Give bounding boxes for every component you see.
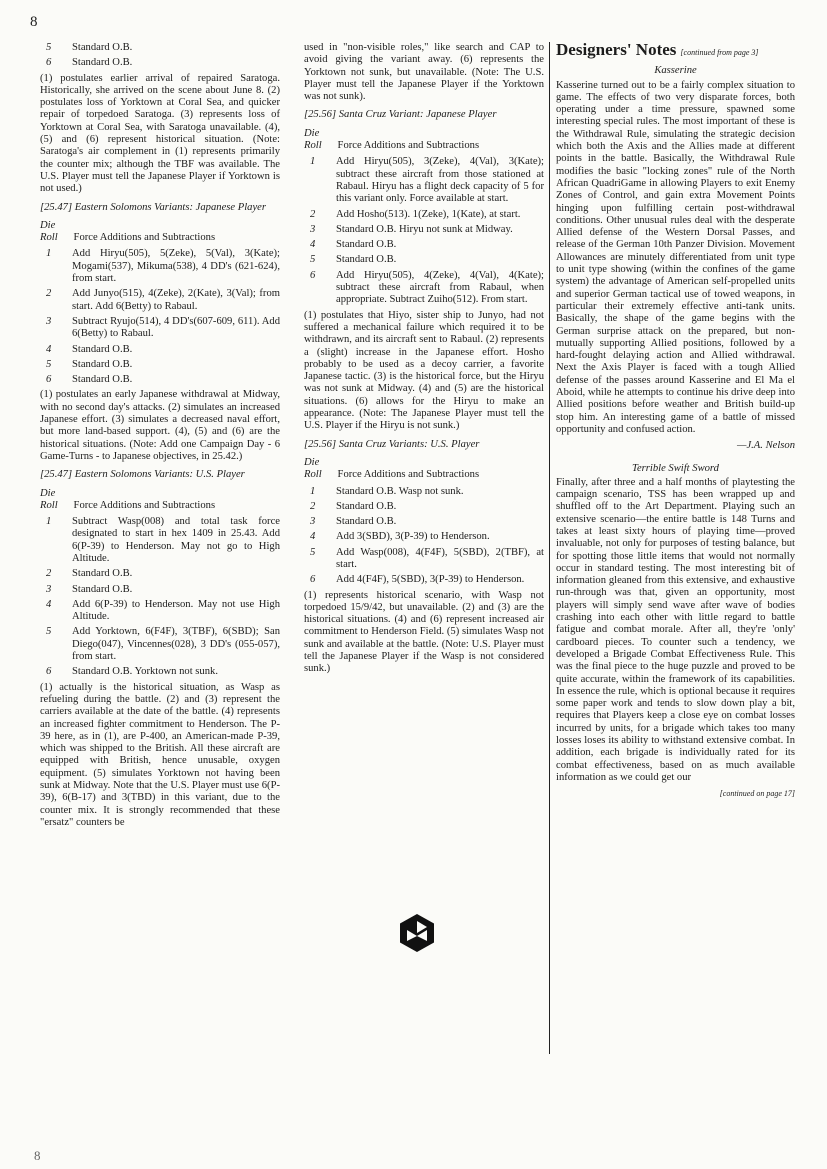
variant-table-header: Die Roll Force Additions and Subtractions <box>304 456 480 481</box>
publisher-logo-icon <box>396 912 438 954</box>
table-row: 6 Standard O.B. <box>46 374 133 386</box>
table-row: 3 Standard O.B. Hiryu not sunk at Midway. <box>310 223 513 235</box>
paragraph: used in "non-visible roles," like search and CAP to avoid giving the variant away. (6) represents the Yorktown not sunk, but unavailable. (Note: The U.S. Player must tell the Japanese Player if the Yorktown was not sunk). <box>304 42 544 103</box>
table-row: 5 Standard O.B. <box>310 254 397 266</box>
top-rows <box>40 42 280 70</box>
variant-table-header: Die Roll Force Additions and Subtractions <box>40 219 216 244</box>
table-row: 4 Standard O.B. <box>310 239 397 251</box>
table-row: 3 Standard O.B. <box>310 516 397 528</box>
page-number: 8 <box>30 14 38 30</box>
table-row: 6 Standard O.B. <box>46 57 133 69</box>
designers-notes-title: Designers' Notes [continued from page 3] <box>556 40 759 59</box>
table-row: 2 Add Junyo(515), 4(Zeke), 2(Kate), 3(Val); from start. Add 6(Betty) to Rabaul. <box>46 288 280 312</box>
table-row: 4 Add 3(SBD), 3(P-39) to Henderson. <box>310 531 490 543</box>
table-row: 5 Standard O.B. <box>46 358 133 370</box>
table-row: 6 Add 4(F4F), 5(SBD), 3(P-39) to Henderson. <box>310 574 525 586</box>
column-1 <box>40 42 280 833</box>
paragraph: (1) represents historical scenario, with Wasp not torpedoed 15/9/42, but unavailable. (2) and (3) are the historical situations. (4) and (6) represent increased air commitment to Henderson Field. (5) simulates Wasp not sunk and available at the battle. (Note: U.S. Player must tell the Japanese Player if the Wasp is not considered sunk.) <box>304 589 544 675</box>
column-divider <box>549 42 550 1054</box>
section-heading: [25.47] Eastern Solomons Variants: U.S. Player <box>40 469 245 481</box>
table-row: 1 Add Hiryu(505), 3(Zeke), 4(Val), 3(Kate); subtract these aircraft from those stationed at Rabaul. Hiryu has a flight deck capacity of 5 for this variant only. Force available at start. <box>310 156 544 205</box>
table-row: 1 Add Hiryu(505), 5(Zeke), 5(Val), 3(Kate); Mogami(537), Mikuma(538), 4 DD's (621-624), from start. <box>46 248 280 285</box>
variant-table-header: Die Roll Force Additions and Subtractions <box>304 127 480 152</box>
paragraph: Finally, after three and a half months of playtesting the campaign scenario, TSS has been wrapped up and shuffled off to the Art Department. Playing such an extensive scenario—the entire battle is 148 Turns and takes at least sixty hours of playing time—proved invaluable, not only for purposes of testing balance, but for spotting those little items that would not normally occur in standard testing. The most interesting bit of information gleaned from this extensive, and exhaustive run-through was that, given an opportunity, most players will simply send wave after wave of bodies crashing into each other with little regard to battle fatigue and combat morale. After all, they're 'only' cardboard pieces. To counter such a tendency, we developed a Brigade Combat Effectiveness Rule. This was the final piece to the huge puzzle and proved to be quite accurate, within the framework of its capabilities. In essence the rule, which is optional because it requires some paper work and tends to slow down play a bit, requires that Players keep a close eye on combat losses incurred by units, for a brigade which takes too many losses loses its ability to withstand extensive combat. In addition, each brigade is individually rated for its combat effectiveness, based on as much available information as we could get our <box>556 476 795 783</box>
table-row: 2 Standard O.B. <box>310 500 397 512</box>
section-heading: [25.56] Santa Cruz Variant: Japanese Player <box>304 109 497 121</box>
section-heading: [25.47] Eastern Solomons Variants: Japanese Player <box>40 201 266 213</box>
column-2 <box>304 42 544 680</box>
table-row: 5 Standard O.B. <box>46 42 133 53</box>
table-row: 3 Standard O.B. <box>46 583 133 595</box>
paragraph: Kasserine turned out to be a fairly complex situation to game. The effects of two very disparate forces, both operating under a time pressure, spawned some interesting special rules. The most important of these is the Withdrawal Rule, simulating the strategic decision which both the Axis and the Allies made at different points in the battle. Basically, the Withdrawal Rule modifies the basic "locking zones" rule of the North African QuadriGame in allowing Players to exit Enemy Zones of Control, and gain extra Movement Points hinging upon fulfilling certain post-withdrawal conditions. Other unusual rules deal with the desperate Allied defense of the Western Dorsal Passes, and release of the German 10th Panzer Division. Movement Allowances are minutely differentiated from unit type to unit type showing (within the confines of the game system) the advantage of American self-propelled units and superior German tactical use of towed weapons, in particular their extremely effective anti-tank units. Basically, the shape of the game begins with the German surprise attack on the prepared, but non-mutually supporting Allied positions, followed by a hard-fought delaying action and Allied withdrawal. Next the Axis Player is faced with a tough Allied defense of the passes around Kasserine and El Ma el Aboid, while he attempts to continue his drive deep into Allied positions before weather and British build-up stop him. An interesting game of a battle of missed opportunity and confused action. <box>556 79 795 435</box>
paragraph: (1) actually is the historical situation, as Wasp as refueling during the battle. (2) and (3) represent the carriers available at the date of the battle. (4) represents an increased fighter commitment to Henderson. The P-39 here, as in (1), are P-400, an American-made P-39, which was shipped to the British. All these aircraft are equipped with British, hence unusable, oxygen equipment. (5) simulates Yorktown not having been sunk at Midway. Note that the U.S. Player must use 6(P-39), 6(B-17) and 3(TBD) in this variant, due to the counter mix. It is strongly recommended that these "ersatz" counters be <box>40 681 280 828</box>
table-row: 1 Standard O.B. Wasp not sunk. <box>310 485 464 497</box>
table-row: 1 Subtract Wasp(008) and total task force designated to start in hex 1409 in 25.43. Add 6(P-39) to Henderson. May not go to High Altitude. <box>46 516 280 564</box>
table-row: 3 Subtract Ryujo(514), 4 DD's(607-609, 611). Add 6(Betty) to Rabaul. <box>46 315 280 340</box>
subheading-kasserine: Kasserine <box>654 65 697 77</box>
column-3 <box>556 42 795 801</box>
table-row: 2 Add Hosho(513). 1(Zeke), 1(Kate), at start. <box>310 208 521 220</box>
table-row: 5 Add Wasp(008), 4(F4F), 5(SBD), 2(TBF), at start. <box>310 546 544 570</box>
paragraph: (1) postulates an early Japanese withdrawal at Midway, with no second day's attacks. (2) simulates an increased Japanese effort. (3) simulates a decreased naval effort, but more land-based support. (4), (5) and (6) are the historical situations. (Note: Add one Campaign Day - 6 Game-Turns - to Japanese objectives, in 25.42.) <box>40 389 280 462</box>
variant-table-header: Die Roll Force Additions and Subtractions <box>40 487 216 511</box>
table-row: 6 Add Hiryu(505), 4(Zeke), 4(Val), 4(Kate); subtract these aircraft from Rabaul, when appropriate. Subtract Zuiho(512). From start. <box>310 269 544 306</box>
paragraph: (1) postulates that Hiyo, sister ship to Junyo, had not suffered a mechanical failure which required it to be withdrawn, and its aircraft sent to Rabaul. (2) represents a (slight) increase in the Japanese effort. Hosho probably to be used as a decoy carrier, a favorite Japanese tactic. (3) is the historical force, but the Hiryu was not sunk at Midway. (4) and (5) are the historical situations. (6) allows for the Hiryu to make an appearance. (Note: The Japanese Player must tell the U.S. Player if the Hiryu is not sunk.) <box>304 309 544 432</box>
table-row: 4 Standard O.B. <box>46 343 133 355</box>
table-row: 5 Add Yorktown, 6(F4F), 3(TBF), 6(SBD); San Diego(047), Vincennes(028), 3 DD's (055-057), from start. <box>46 626 280 663</box>
subheading-tss: Terrible Swift Sword <box>632 462 719 474</box>
continued-note: [continued on page 17] <box>719 789 795 799</box>
table-row: 4 Add 6(P-39) to Henderson. May not use High Altitude. <box>46 598 280 623</box>
author-signature: —J.A. Nelson <box>737 440 795 452</box>
paragraph: (1) postulates earlier arrival of repaired Saratoga. Historically, she arrived on the scene about June 8. (2) postulates loss of Yorktown at Coral Sea, and quicker repair of torpedoed Saratoga. (3) represents loss of Yorktown at Coral Sea, with Saratoga unavailable. (4), (5) and (6) represent historical situation. (Note: Saratoga's air complement in (1) represents primarily the counter mix; although the TBF was available. The U.S. Player must tell the Japanese Player if Yorktown is not used.) <box>40 72 280 195</box>
section-heading: [25.56] Santa Cruz Variants: U.S. Player <box>304 438 480 450</box>
footer-page-mark: 8 <box>34 1148 41 1163</box>
table-row: 2 Standard O.B. <box>46 568 133 580</box>
table-row: 6 Standard O.B. Yorktown not sunk. <box>46 666 218 678</box>
